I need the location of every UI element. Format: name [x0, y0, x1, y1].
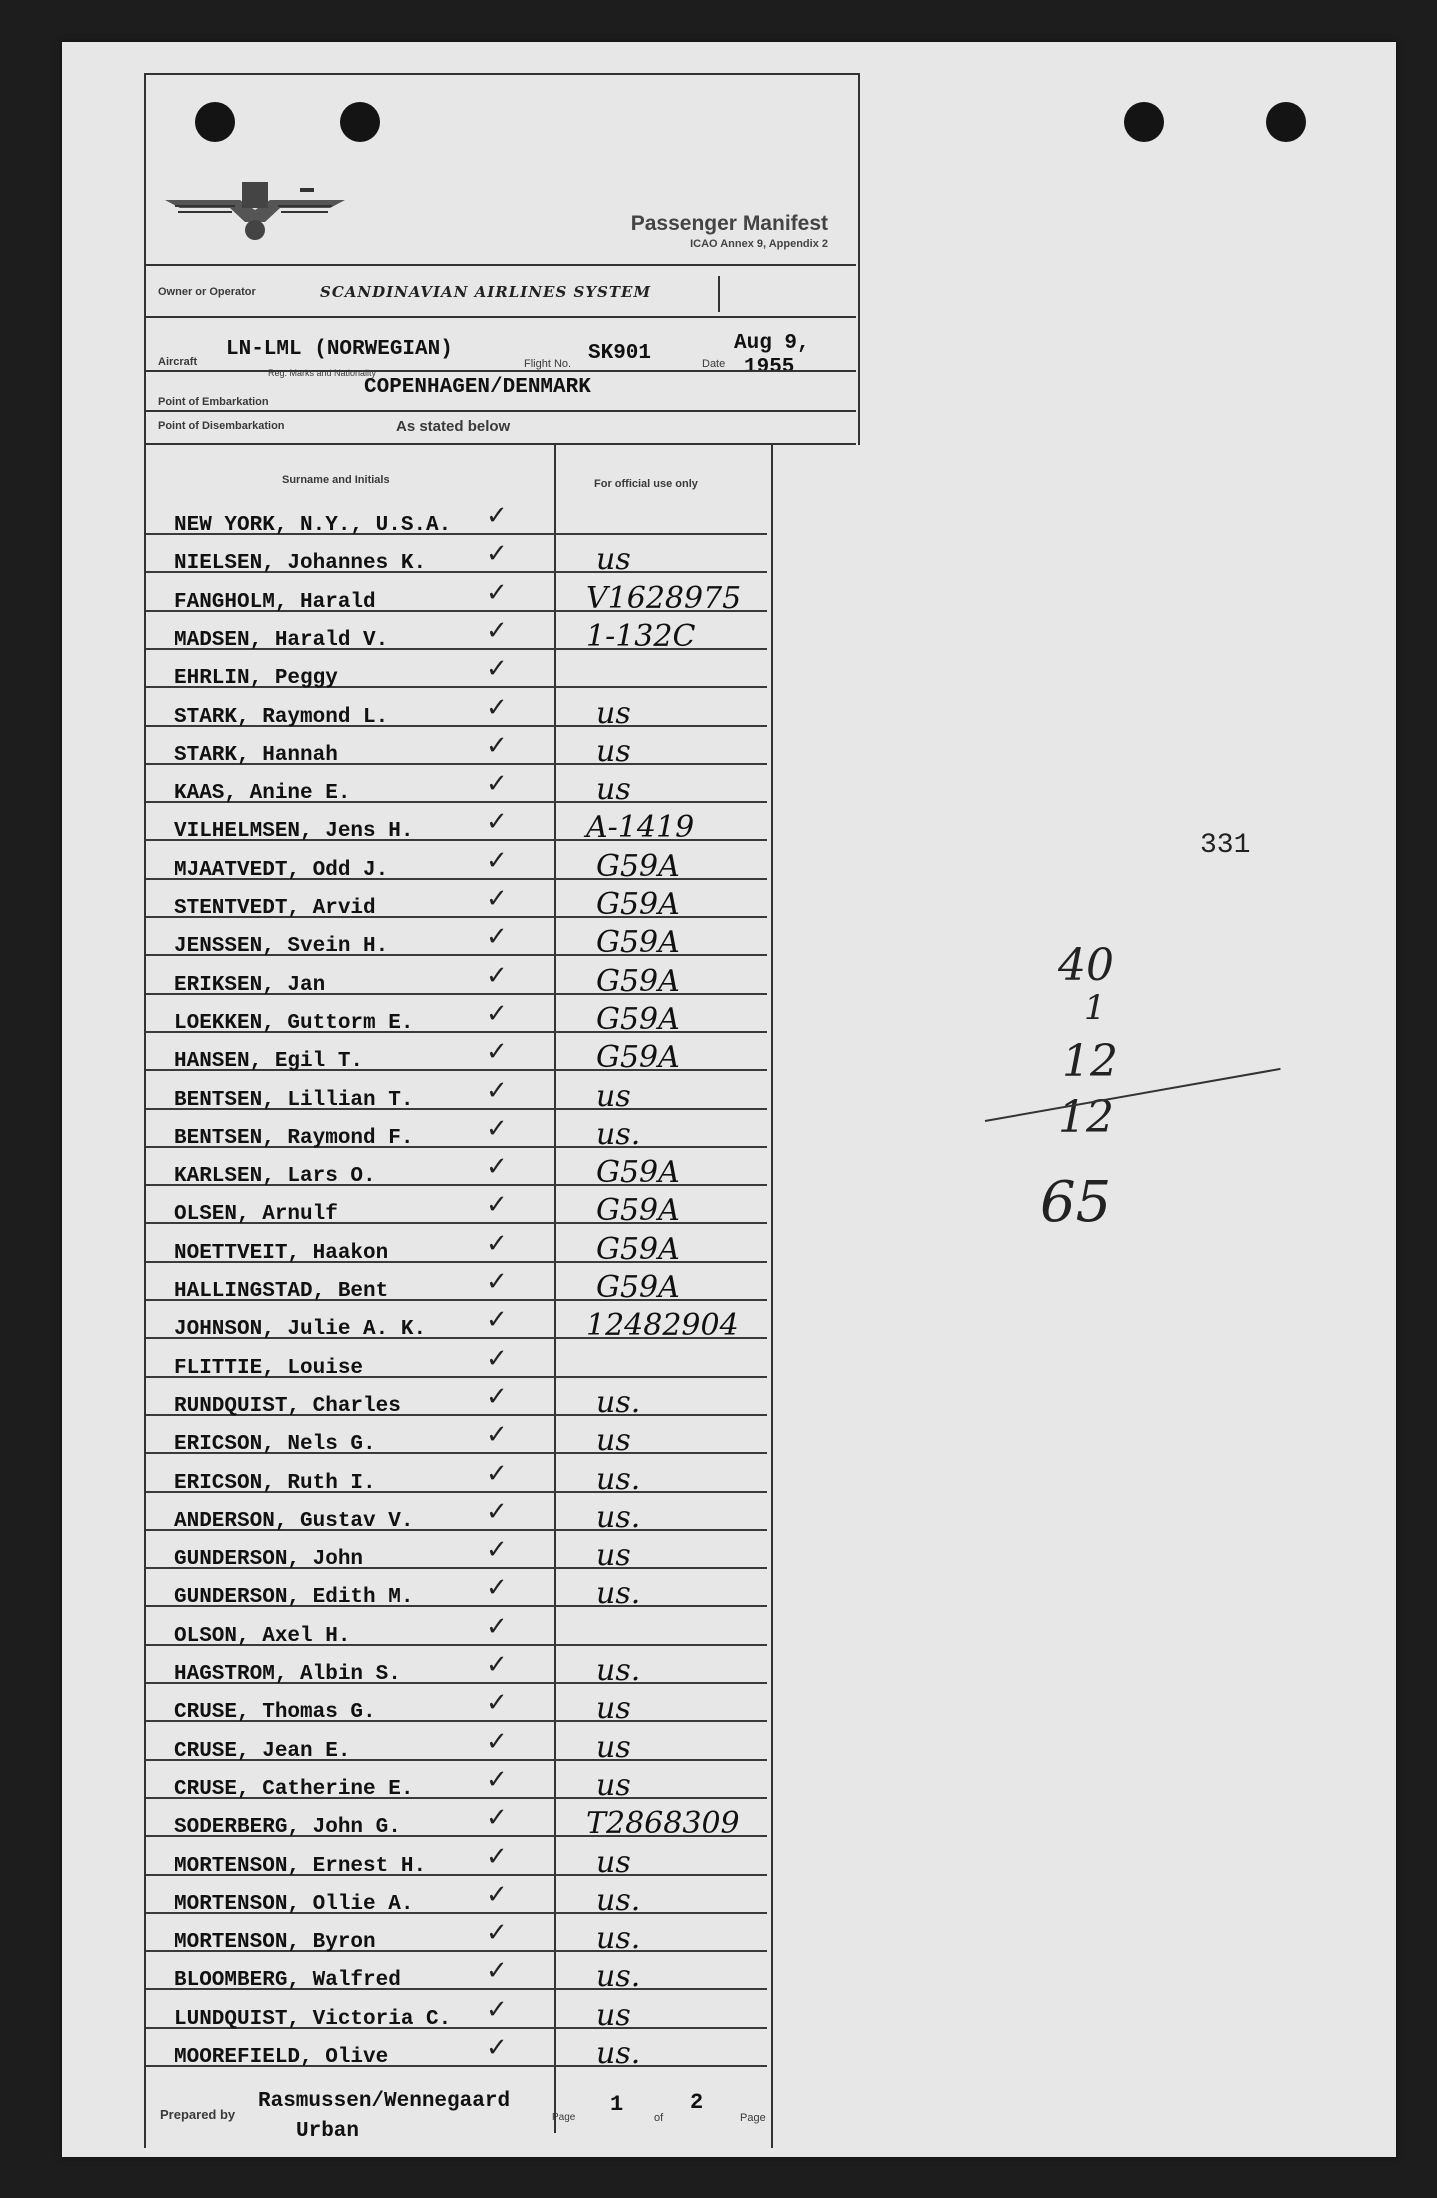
checkmark-icon: ✓: [486, 1380, 508, 1411]
page-label-right: Page: [740, 2112, 766, 2124]
checkmark-icon: ✓: [486, 691, 508, 722]
passenger-name: HALLINGSTAD, Bent: [174, 1280, 389, 1303]
checkmark-icon: ✓: [486, 997, 508, 1028]
table-row: [146, 1070, 767, 1114]
table-row: [146, 1108, 767, 1152]
table-row: [146, 1682, 767, 1727]
checkmark-icon: ✓: [486, 1993, 508, 2024]
table-row: [146, 610, 767, 654]
checkmark-icon: ✓: [486, 1419, 508, 1450]
prepared-by-2: Urban: [296, 2120, 360, 2143]
manifest-subtitle: ICAO Annex 9, Appendix 2: [690, 238, 828, 250]
aircraft-value: LN-LML (NORWEGIAN): [226, 338, 453, 361]
table-row: [146, 1261, 767, 1305]
divider: [144, 264, 856, 266]
table-row: [146, 495, 767, 535]
date-line2: 1955: [744, 356, 795, 379]
table-row: [146, 1491, 767, 1535]
checkmark-icon: ✓: [486, 1304, 508, 1335]
checkmark-icon: ✓: [486, 538, 508, 569]
table-row: [146, 725, 767, 769]
disembark-label: Point of Disembarkation: [158, 420, 285, 432]
passenger-name: OLSON, Axel H.: [174, 1624, 351, 1648]
official-use-note: us: [596, 695, 631, 731]
passenger-name: STARK, Raymond L.: [174, 705, 389, 729]
checkmark-icon: ✓: [486, 921, 508, 952]
official-use-note: us: [596, 1423, 631, 1459]
table-row: [146, 1912, 767, 1957]
passenger-name: MORTENSON, Ollie A.: [174, 1892, 414, 1916]
col-header-official: For official use only: [594, 478, 698, 490]
official-use-note: G59A: [596, 925, 680, 961]
embark-value: COPENHAGEN/DENMARK: [364, 376, 591, 399]
passenger-name: MOOREFIELD, Olive: [174, 2046, 389, 2069]
official-use-note: us.: [596, 1384, 641, 1420]
flight-label: Flight No.: [524, 358, 572, 370]
official-use-note: us.: [596, 1882, 641, 1918]
checkmark-icon: ✓: [486, 1266, 508, 1296]
table-row: [146, 993, 767, 1037]
checkmark-icon: ✓: [486, 1112, 508, 1143]
col-header-name: Surname and Initials: [282, 474, 390, 486]
table-row: [146, 648, 767, 691]
official-use-note: us.: [596, 2036, 641, 2071]
passenger-name: HAGSTROM, Albin S.: [174, 1663, 401, 1686]
passenger-name: FANGHOLM, Harald: [174, 590, 376, 614]
passenger-name: NIELSEN, Johannes K.: [174, 552, 427, 576]
table-row: [146, 1567, 767, 1612]
passenger-name: ANDERSON, Gustav V.: [174, 1509, 414, 1533]
checkmark-icon: ✓: [486, 768, 508, 799]
passenger-name: BENTSEN, Raymond F.: [174, 1126, 414, 1150]
punch-hole: [1124, 102, 1164, 142]
table-row: [146, 572, 767, 616]
checkmark-icon: ✓: [486, 1802, 508, 1833]
checkmark-icon: ✓: [486, 653, 508, 684]
passenger-name: NEW YORK, N.Y., U.S.A.: [174, 514, 452, 537]
passenger-name: MORTENSON, Byron: [174, 1931, 376, 1955]
checkmark-icon: ✓: [486, 1763, 508, 1794]
table-row: [146, 955, 767, 999]
official-use-note: us.: [596, 1499, 641, 1535]
table-row: [146, 1223, 767, 1267]
passenger-name: HANSEN, Egil T.: [174, 1050, 364, 1074]
table-row: [146, 2027, 767, 2071]
official-use-note: us: [596, 733, 631, 769]
table-row: [146, 533, 767, 578]
official-use-note: us: [596, 1538, 631, 1574]
checkmark-icon: ✓: [486, 1878, 508, 1909]
official-use-note: G59A: [596, 1040, 680, 1076]
page-stamp-number: 331: [1200, 830, 1251, 861]
divider: [144, 316, 856, 318]
passenger-name: VILHELMSEN, Jens H.: [174, 820, 414, 844]
checkmark-icon: ✓: [486, 1495, 508, 1526]
official-use-note: T2868309: [586, 1806, 740, 1842]
checkmark-icon: ✓: [486, 1036, 508, 1067]
checkmark-icon: ✓: [486, 1955, 508, 1986]
official-use-note: G59A: [596, 1001, 680, 1037]
passenger-name: ERICSON, Ruth I.: [174, 1471, 376, 1495]
flight-value: SK901: [588, 342, 652, 365]
official-use-note: G59A: [596, 887, 680, 922]
table-row: [146, 1797, 767, 1842]
passenger-name: GUNDERSON, John: [174, 1548, 364, 1572]
official-use-note: G59A: [596, 848, 680, 884]
official-use-note: us: [596, 1767, 631, 1803]
passenger-name: ERIKSEN, Jan: [174, 973, 326, 997]
page-total: 2: [690, 2090, 704, 2115]
embark-label: Point of Embarkation: [158, 396, 269, 408]
airline-logo-icon: [160, 170, 350, 250]
table-row: [146, 763, 767, 808]
punch-hole: [1266, 102, 1306, 142]
page-number: 1: [610, 2092, 624, 2117]
official-use-note: G59A: [596, 1155, 680, 1191]
divider: [144, 410, 856, 412]
reg-label: Reg. Marks and Nationality: [268, 368, 377, 378]
passenger-name: KAAS, Anine E.: [174, 782, 351, 806]
passenger-name: OLSEN, Arnulf: [174, 1203, 338, 1227]
date-line1: Aug 9,: [734, 332, 810, 355]
official-use-note: G59A: [596, 963, 680, 999]
official-use-note: us: [596, 1844, 631, 1880]
table-row: [146, 1989, 767, 2033]
passenger-name: KARLSEN, Lars O.: [174, 1165, 376, 1189]
table-row: [146, 1299, 767, 1344]
official-use-note: G59A: [596, 1231, 680, 1267]
table-row: [146, 1376, 767, 1420]
disembark-value: As stated below: [396, 418, 511, 435]
passenger-name: CRUSE, Jean E.: [174, 1739, 351, 1763]
checkmark-icon: ✓: [486, 1725, 508, 1756]
official-use-note: us.: [596, 1959, 641, 1995]
passenger-name: MORTENSON, Ernest H.: [174, 1854, 427, 1878]
table-row: [146, 1338, 767, 1378]
checkmark-icon: ✓: [486, 500, 508, 530]
table-row: [146, 840, 767, 884]
prepared-by: Rasmussen/Wennegaard: [258, 2090, 511, 2113]
checkmark-icon: ✓: [486, 844, 508, 875]
official-use-note: 1-132C: [586, 618, 696, 654]
table-row: [146, 1950, 767, 1995]
aircraft-label: Aircraft: [158, 356, 198, 368]
official-use-note: 12482904: [586, 1308, 739, 1344]
passenger-name: SODERBERG, John G.: [174, 1816, 401, 1840]
manifest-title: Passenger Manifest: [630, 212, 828, 235]
table-row: [146, 801, 767, 846]
passenger-name: GUNDERSON, Edith M.: [174, 1586, 414, 1610]
passenger-name: MADSEN, Harald V.: [174, 628, 389, 652]
checkmark-icon: ✓: [486, 883, 508, 913]
tally-1: 40: [1058, 940, 1114, 991]
checkmark-icon: ✓: [486, 1151, 508, 1182]
checkmark-icon: ✓: [486, 1074, 508, 1105]
checkmark-icon: ✓: [486, 576, 508, 607]
passenger-name: FLITTIE, Louise: [174, 1356, 364, 1380]
official-use-note: us: [596, 542, 631, 578]
passenger-name: MJAATVEDT, Odd J.: [174, 858, 389, 882]
tally-3: 12: [1062, 1036, 1118, 1087]
official-use-note: us.: [596, 1116, 641, 1152]
official-use-note: us: [596, 1729, 631, 1765]
table-row: [146, 1836, 767, 1880]
official-use-note: A-1419: [586, 810, 695, 846]
owner-value: SCANDINAVIAN AIRLINES SYSTEM: [320, 283, 652, 301]
table-row: [146, 1606, 767, 1646]
owner-label: Owner or Operator: [158, 286, 256, 298]
table-row: [146, 1759, 767, 1803]
table-row: [146, 687, 767, 731]
checkmark-icon: ✓: [486, 1342, 508, 1373]
passenger-name: STARK, Hannah: [174, 743, 338, 767]
official-use-note: us: [596, 1997, 631, 2033]
date-label: Date: [702, 358, 726, 370]
passenger-name: RUNDQUIST, Charles: [174, 1394, 401, 1418]
official-use-note: us: [596, 772, 631, 808]
passenger-name: ERICSON, Nels G.: [174, 1433, 376, 1457]
tally-2: 1: [1084, 988, 1106, 1028]
table-row: [146, 1184, 767, 1229]
passenger-name: BLOOMBERG, Walfred: [174, 1969, 401, 1993]
checkmark-icon: ✓: [486, 1572, 508, 1603]
official-use-note: us: [596, 1691, 631, 1727]
passenger-name: NOETTVEIT, Haakon: [174, 1241, 389, 1265]
table-row: [146, 1146, 767, 1191]
official-use-note: G59A: [596, 1270, 680, 1305]
official-use-note: V1628975: [586, 580, 742, 616]
official-use-note: G59A: [596, 1193, 680, 1229]
table-row: [146, 1453, 767, 1497]
table-row: [146, 916, 767, 961]
passenger-name: JOHNSON, Julie A. K.: [174, 1318, 427, 1342]
checkmark-icon: ✓: [486, 1227, 508, 1258]
passenger-name: CRUSE, Catherine E.: [174, 1777, 414, 1801]
divider: [718, 276, 720, 312]
of-label: of: [654, 2112, 664, 2124]
table-row: [146, 1874, 767, 1918]
checkmark-icon: ✓: [486, 1534, 508, 1565]
prepared-label: Prepared by: [160, 2107, 236, 2122]
page-label: Page: [552, 2112, 576, 2123]
table-row: [146, 1644, 767, 1688]
table-row: [146, 1529, 767, 1574]
divider: [144, 370, 856, 372]
checkmark-icon: ✓: [486, 1457, 508, 1488]
official-use-note: us: [596, 1078, 631, 1114]
official-use-note: us.: [596, 1576, 641, 1612]
tally-4: 12: [1058, 1092, 1114, 1143]
passenger-name: CRUSE, Thomas G.: [174, 1701, 376, 1725]
checkmark-icon: ✓: [486, 959, 508, 990]
passenger-name: STENTVEDT, Arvid: [174, 897, 376, 920]
table-row: [146, 1031, 767, 1076]
passenger-name: LUNDQUIST, Victoria C.: [174, 2007, 452, 2031]
checkmark-icon: ✓: [486, 1649, 508, 1679]
checkmark-icon: ✓: [486, 2032, 508, 2062]
checkmark-icon: ✓: [486, 1917, 508, 1948]
passenger-name: BENTSEN, Lillian T.: [174, 1088, 414, 1112]
table-row: [146, 878, 767, 922]
table-row: [146, 1414, 767, 1459]
official-use-note: us.: [596, 1461, 641, 1497]
table-row: [146, 1721, 767, 1765]
passenger-name: EHRLIN, Peggy: [174, 667, 338, 691]
checkmark-icon: ✓: [486, 614, 508, 645]
tally-total: 65: [1040, 1170, 1112, 1235]
checkmark-icon: ✓: [486, 1687, 508, 1718]
checkmark-icon: ✓: [486, 1840, 508, 1871]
official-use-note: us.: [596, 1653, 641, 1688]
passenger-name: JENSSEN, Svein H.: [174, 935, 389, 959]
checkmark-icon: ✓: [486, 729, 508, 760]
checkmark-icon: ✓: [486, 1610, 508, 1641]
checkmark-icon: ✓: [486, 806, 508, 837]
passenger-name: LOEKKEN, Guttorm E.: [174, 1011, 414, 1035]
checkmark-icon: ✓: [486, 1189, 508, 1220]
official-use-note: us.: [596, 1921, 641, 1957]
